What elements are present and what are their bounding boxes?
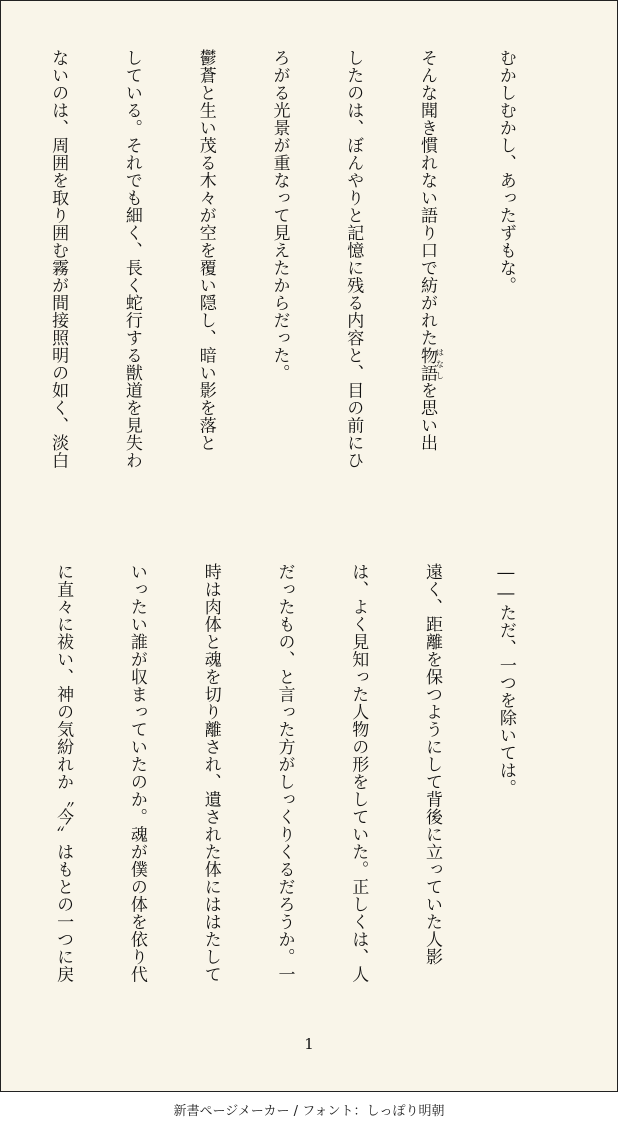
text-column: ――ただ、一つを除いては。 [495, 563, 516, 797]
footer-credit: 新書ページメーカー / フォント：しっぽり明朝 [173, 1104, 445, 1119]
text-column: は、よく見知った人物の形をしていた。正しくは、人 [348, 563, 369, 983]
text-column: ないのは、周囲を取り囲む霧が間接照明の如く、淡白 [48, 49, 69, 469]
ruby-reading: はなし [435, 346, 445, 382]
text-column: そんな聞き慣れない語り口で紡がれた物語はなしを思い出 [417, 49, 445, 452]
text-column: だったもの、と言った方がしっくりくるだろうか。一 [274, 563, 295, 983]
text-column: いったい誰が収まっていたのか。魂が僕の体を依り代 [126, 563, 147, 983]
text-column [0, 563, 1, 1023]
text-column: している。それでも細く、長く蛇行する獣道を見失わ [121, 49, 142, 469]
text-column: むかしむかし、あったずもな。 [495, 49, 516, 294]
text-column: 遠く、距離を保つようにして背後に立っていた人影 [422, 563, 443, 966]
bottom-text-block [0, 563, 567, 1023]
top-text-block [0, 49, 567, 509]
text-column: 時は肉体と魂を切り離され、遺された体にははたして [200, 563, 221, 983]
text-column: ろがる光景が重なって見えたからだった。 [269, 49, 290, 382]
page-number: 1 [304, 1035, 314, 1053]
text-column: 鬱蒼と生い茂る木々が空を覆い隠し、暗い影を落と [195, 49, 216, 452]
ruby-word: 物語はなし [417, 346, 445, 382]
text-column: したのは、ぼんやりと記憶に残る内容と、目の前にひ [343, 49, 364, 469]
text-column: に直々に祓い、神の気紛れか〝今〟はもとの一つに戻 [53, 563, 74, 983]
